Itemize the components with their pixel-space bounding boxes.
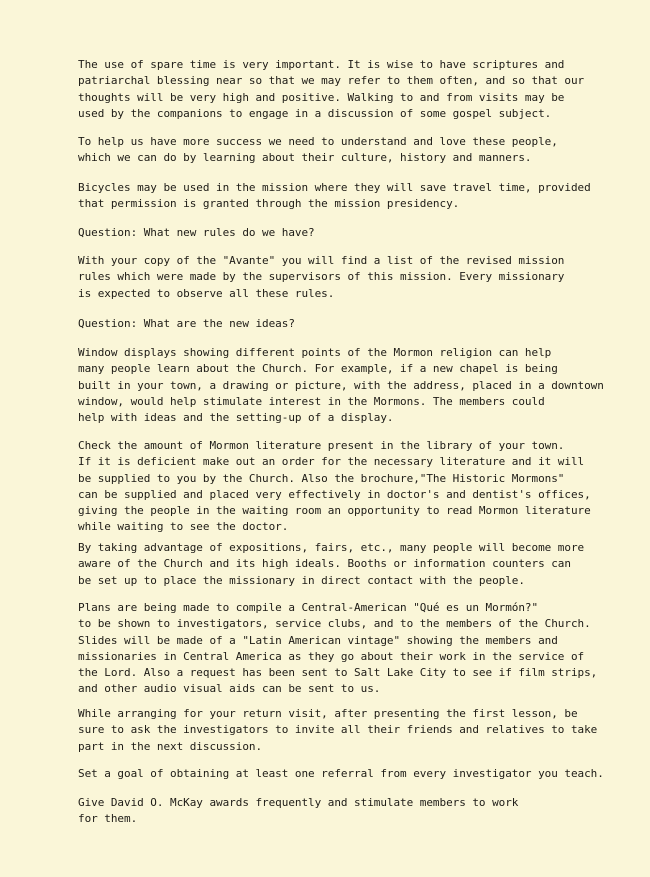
text-line: for them.	[78, 812, 138, 826]
text-line: to be shown to investigators, service clubs, and to the members of the Church.	[78, 617, 591, 631]
text-line: can be supplied and placed very effectively in doctor's and dentist's offices,	[78, 487, 591, 501]
paragraph-10	[78, 766, 604, 782]
paragraph-6	[78, 438, 591, 536]
question-heading-2	[78, 316, 295, 332]
paragraph-7	[78, 540, 584, 589]
text-line: Question: What are the new ideas?	[78, 317, 295, 330]
text-line: The use of spare time is very important. It is wise to have scriptures and	[78, 58, 565, 71]
text-line: the Lord. Also a request has been sent to Salt Lake City to see if film strips,	[78, 666, 598, 680]
paragraph-4	[78, 253, 564, 302]
text-line: Plans are being made to compile a Central-American "Qué es un Mormón?"	[78, 601, 539, 614]
paragraph-1	[78, 57, 584, 122]
paragraph-3	[78, 180, 591, 213]
question-heading-1	[78, 225, 315, 241]
text-line: giving the people in the waiting room an opportunity to read Mormon literature	[78, 504, 591, 518]
text-line: thoughts will be very high and positive. Walking to and from visits may be	[78, 90, 565, 104]
paragraph-5	[78, 345, 604, 426]
text-line: Question: What new rules do we have?	[78, 226, 315, 239]
text-line: is expected to observe all these rules.	[78, 286, 335, 300]
paragraph-11	[78, 795, 518, 828]
text-line: while waiting to see the doctor.	[78, 520, 289, 534]
paragraph-8	[78, 600, 597, 698]
text-line: used by the companions to engage in a discussion of some gospel subject.	[78, 106, 552, 120]
text-line: To help us have more success we need to understand and love these people,	[78, 135, 558, 148]
text-line: help with ideas and the setting-up of a display.	[78, 411, 394, 425]
text-line: sure to ask the investigators to invite all their friends and relatives to take	[78, 723, 598, 737]
paragraph-2	[78, 134, 558, 167]
text-line: Window displays showing different points of the Mormon religion can help	[78, 346, 552, 359]
text-line: Slides will be made of a "Latin American vintage" showing the members and	[78, 633, 558, 647]
text-line: aware of the Church and its high ideals. Booths or information counters can	[78, 557, 571, 571]
text-line: By taking advantage of expositions, fairs, etc., many people will become more	[78, 541, 585, 554]
text-line: be set up to place the missionary in direct contact with the people.	[78, 573, 525, 587]
text-line: With your copy of the "Avante" you will find a list of the revised mission	[78, 254, 565, 267]
text-line: patriarchal blessing near so that we may refer to them often, and so that our	[78, 74, 585, 88]
text-line: which we can do by learning about their culture, history and manners.	[78, 151, 532, 165]
text-line: part in the next discussion.	[78, 739, 263, 753]
text-line: Give David O. McKay awards frequently and stimulate members to work	[78, 796, 519, 809]
text-line: window, would help stimulate interest in the Mormons. The members could	[78, 394, 545, 408]
text-line: Check the amount of Mormon literature present in the library of your town.	[78, 439, 565, 452]
text-line: rules which were made by the supervisors of this mission. Every missionary	[78, 270, 565, 284]
text-line: While arranging for your return visit, after presenting the first lesson, be	[78, 707, 578, 720]
text-line: built in your town, a drawing or picture, with the address, placed in a downtown	[78, 378, 604, 392]
text-line: that permission is granted through the mission presidency.	[78, 197, 460, 211]
text-line: missionaries in Central America as they go about their work in the service of	[78, 649, 585, 663]
text-line: Bicycles may be used in the mission where they will save travel time, provided	[78, 181, 591, 194]
text-line: If it is deficient make out an order for the necessary literature and it will	[78, 455, 585, 469]
paragraph-9	[78, 706, 597, 755]
text-line: many people learn about the Church. For example, if a new chapel is being	[78, 362, 558, 376]
text-line: Set a goal of obtaining at least one referral from every investigator you teach.	[78, 767, 604, 780]
text-line: and other audio visual aids can be sent to us.	[78, 682, 381, 696]
text-line: be supplied to you by the Church. Also the brochure,"The Historic Mormons"	[78, 471, 565, 485]
